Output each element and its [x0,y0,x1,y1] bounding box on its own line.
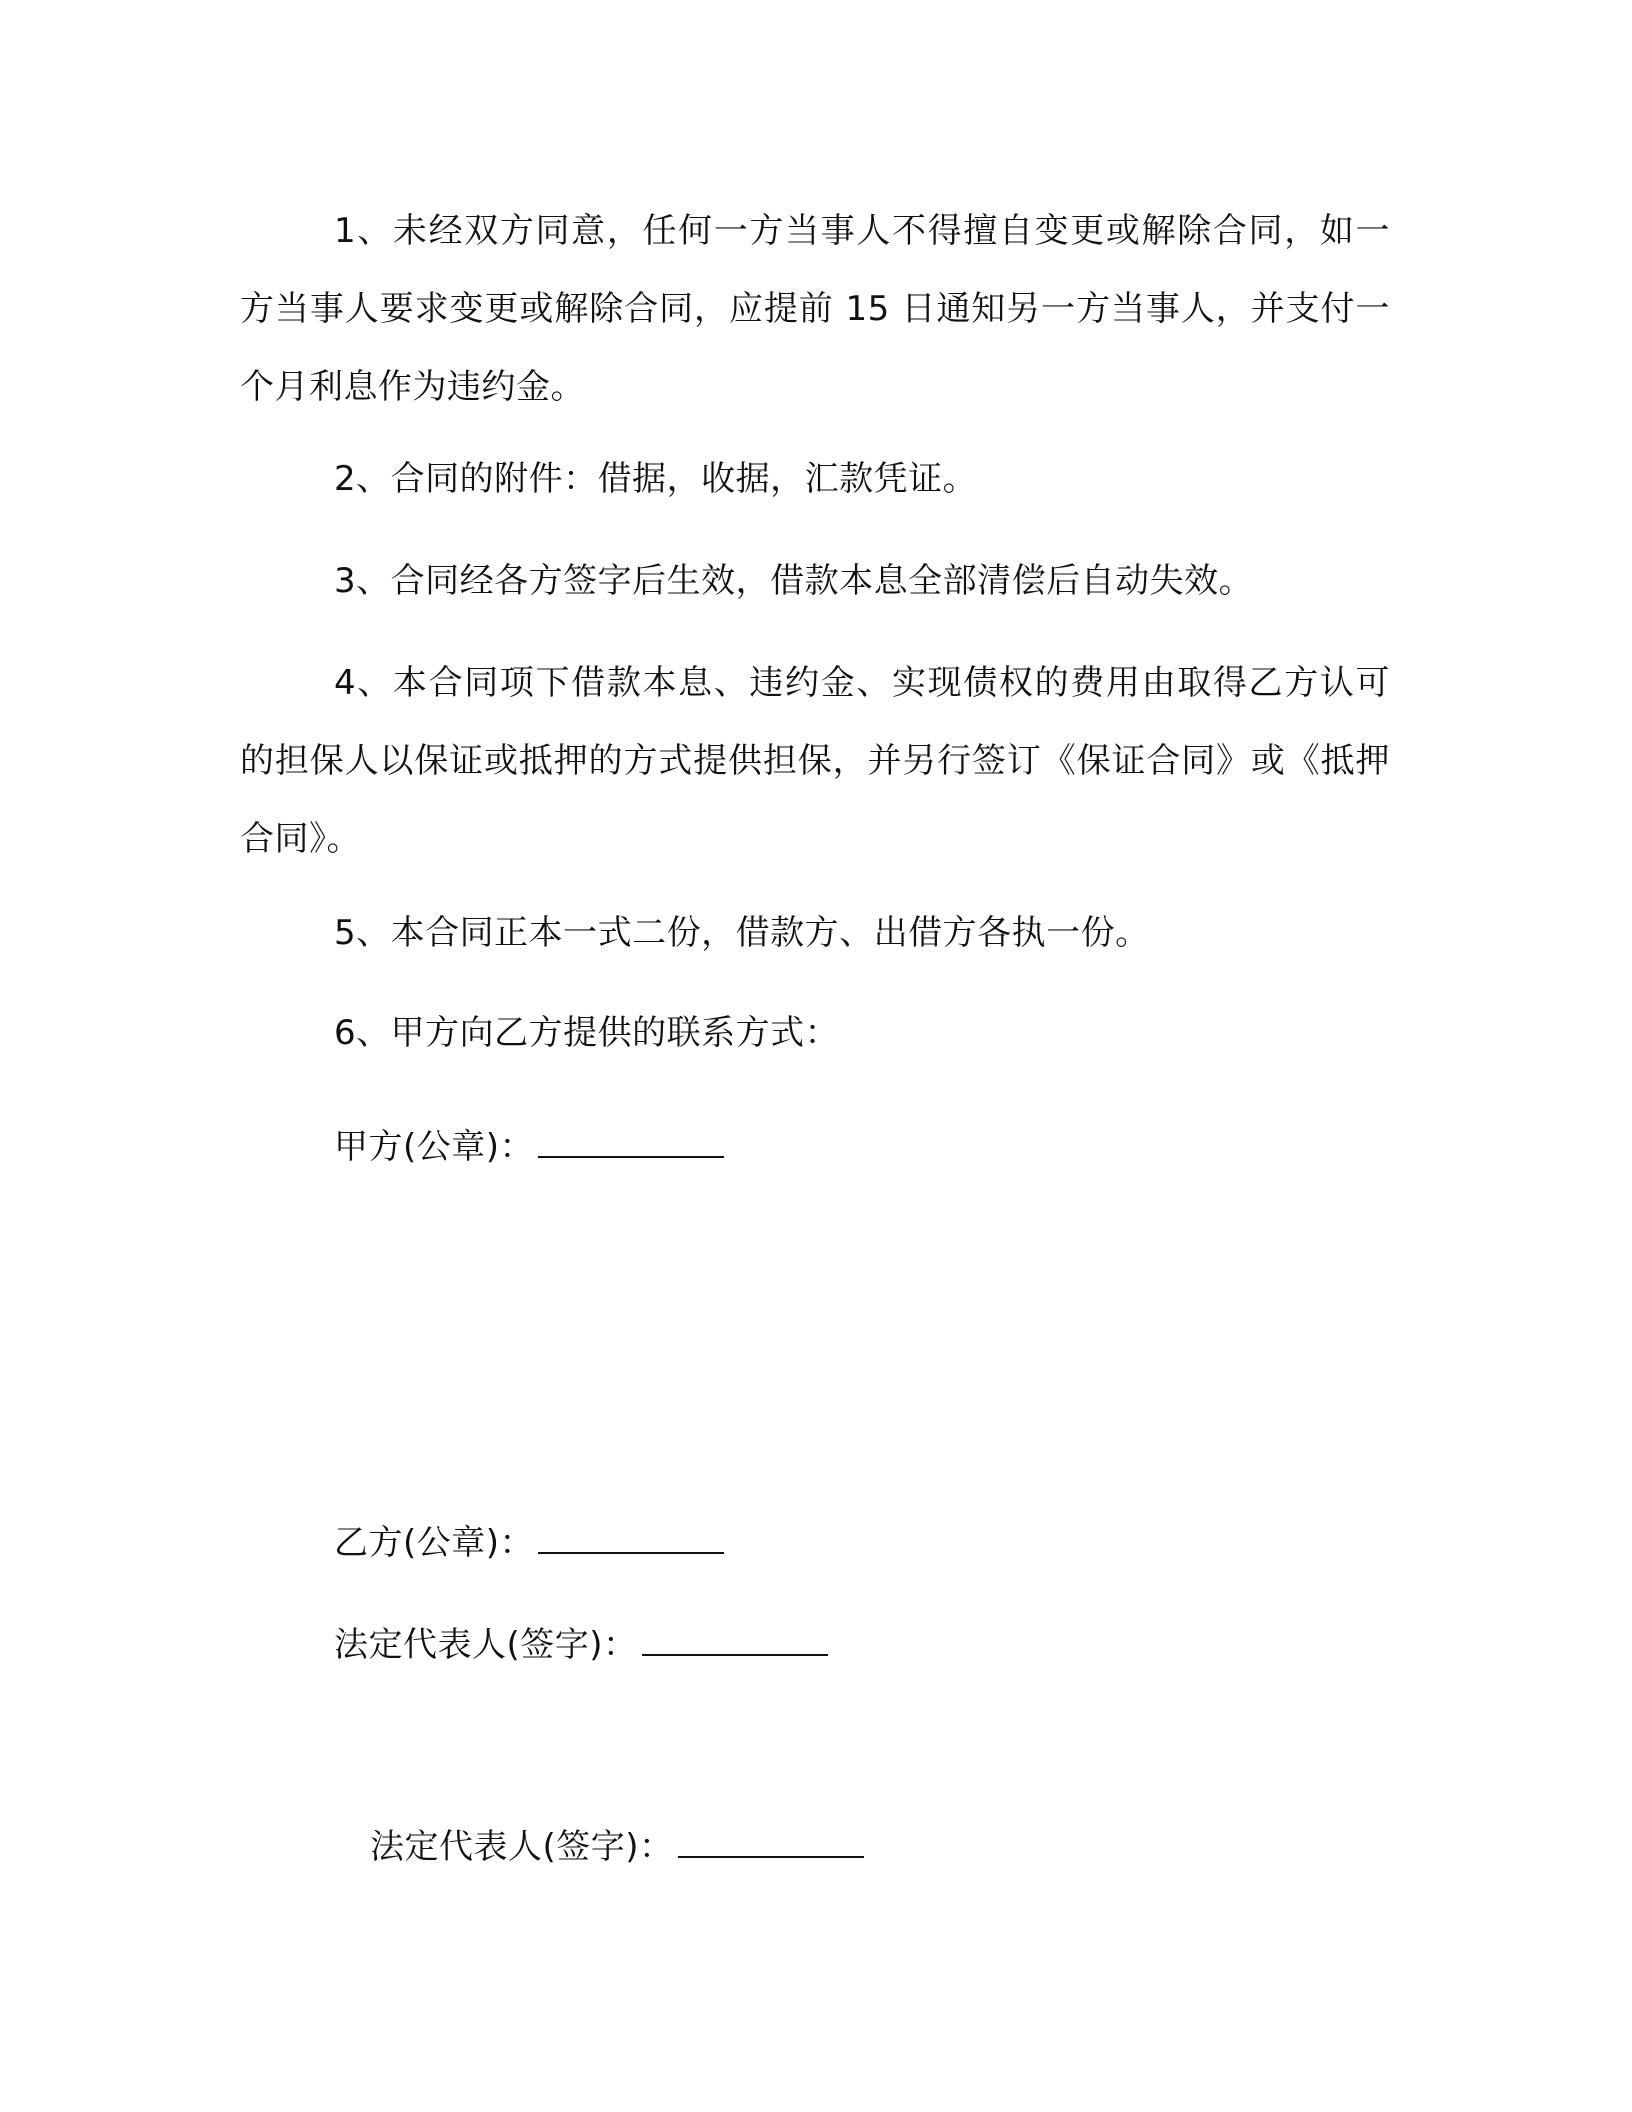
legal-rep-2-blank[interactable] [678,1820,864,1858]
party-a-blank[interactable] [538,1120,724,1158]
legal-rep-2-signature-line [370,1820,864,1872]
party-b-signature-line [334,1516,724,1568]
clause-4: 4、本合同项下借款本息、违约金、实现债权的费用由取得乙方认可的担保人以保证或抵押的方式提供担保，并另行签订《保证合同》或《抵押合同》。 [240,663,1390,859]
clause-1: 1、未经双方同意，任何一方当事人不得擅自变更或解除合同，如一方当事人要求变更或解除合同，应提前 15 日通知另一方当事人，并支付一个月利息作为违约金。 [240,211,1390,407]
clause-6: 6、甲方向乙方提供的联系方式： [334,1013,840,1053]
party-a-label: 甲方(公章)： [334,1127,535,1167]
legal-rep-2-label: 法定代表人(签字)： [370,1827,674,1867]
party-b-blank[interactable] [538,1516,724,1554]
clause-5: 5、本合同正本一式二份，借款方、出借方各执一份。 [334,913,1150,953]
party-a-signature-line [334,1120,724,1172]
clause-2: 2、合同的附件：借据，收据，汇款凭证。 [334,459,978,499]
legal-rep-1-label: 法定代表人(签字)： [334,1625,638,1665]
party-b-label: 乙方(公章)： [334,1523,535,1563]
legal-rep-1-blank[interactable] [642,1618,828,1656]
clause-3: 3、合同经各方签字后生效，借款本息全部清偿后自动失效。 [334,561,1254,601]
legal-rep-1-signature-line [334,1618,828,1670]
